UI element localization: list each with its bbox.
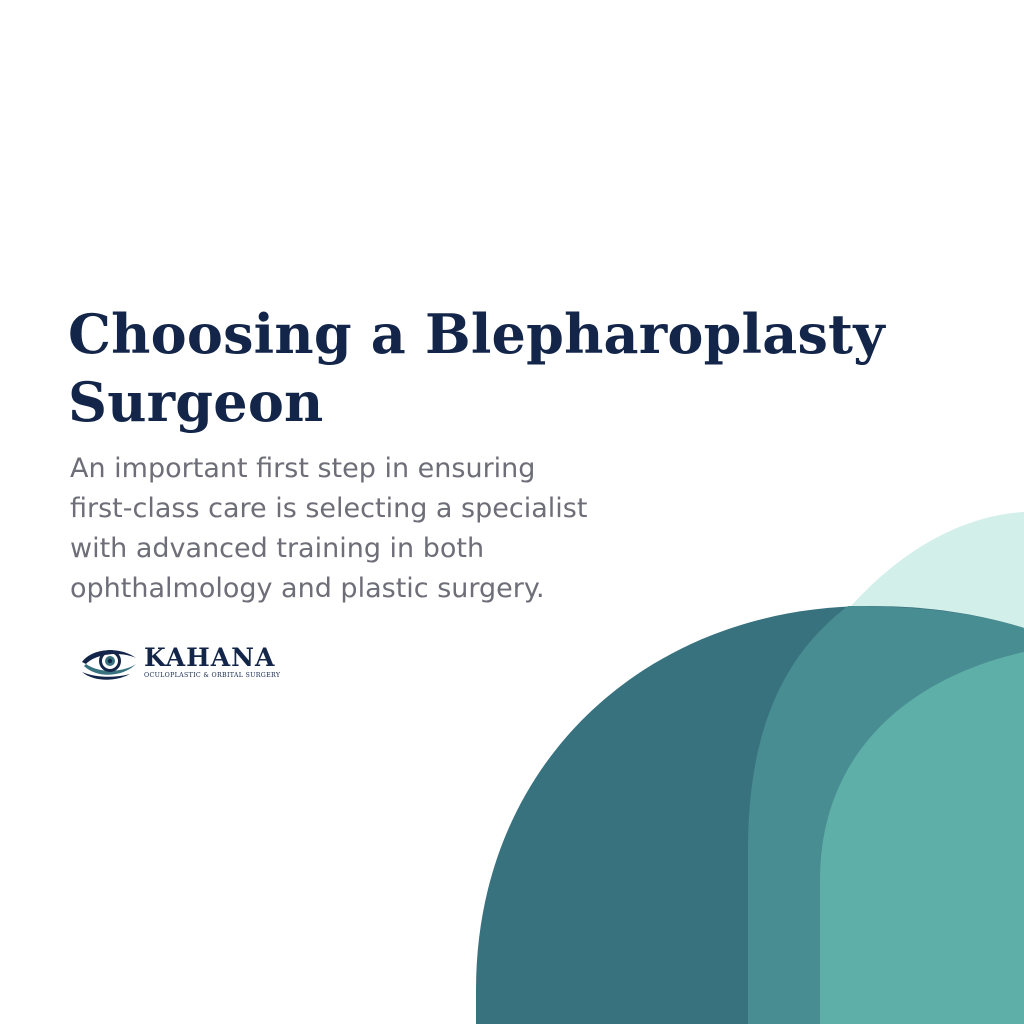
logo-name: KAHANA — [144, 643, 276, 672]
headline — [68, 300, 928, 436]
body-line-1: An important first step in ensuring — [70, 453, 536, 484]
kahana-logo — [80, 642, 310, 686]
headline-line-1: Choosing a Blepharoplasty — [68, 302, 885, 366]
body-line-3: with advanced training in both — [70, 533, 485, 564]
eye-icon — [80, 642, 138, 682]
body-copy — [70, 449, 710, 609]
headline-line-2: Surgeon — [68, 370, 324, 434]
body-line-4: ophthalmology and plastic surgery. — [70, 573, 545, 604]
logo-tagline: OCULOPLASTIC & ORBITAL SURGERY — [144, 672, 281, 679]
body-line-2: first-class care is selecting a specialist — [70, 493, 588, 524]
